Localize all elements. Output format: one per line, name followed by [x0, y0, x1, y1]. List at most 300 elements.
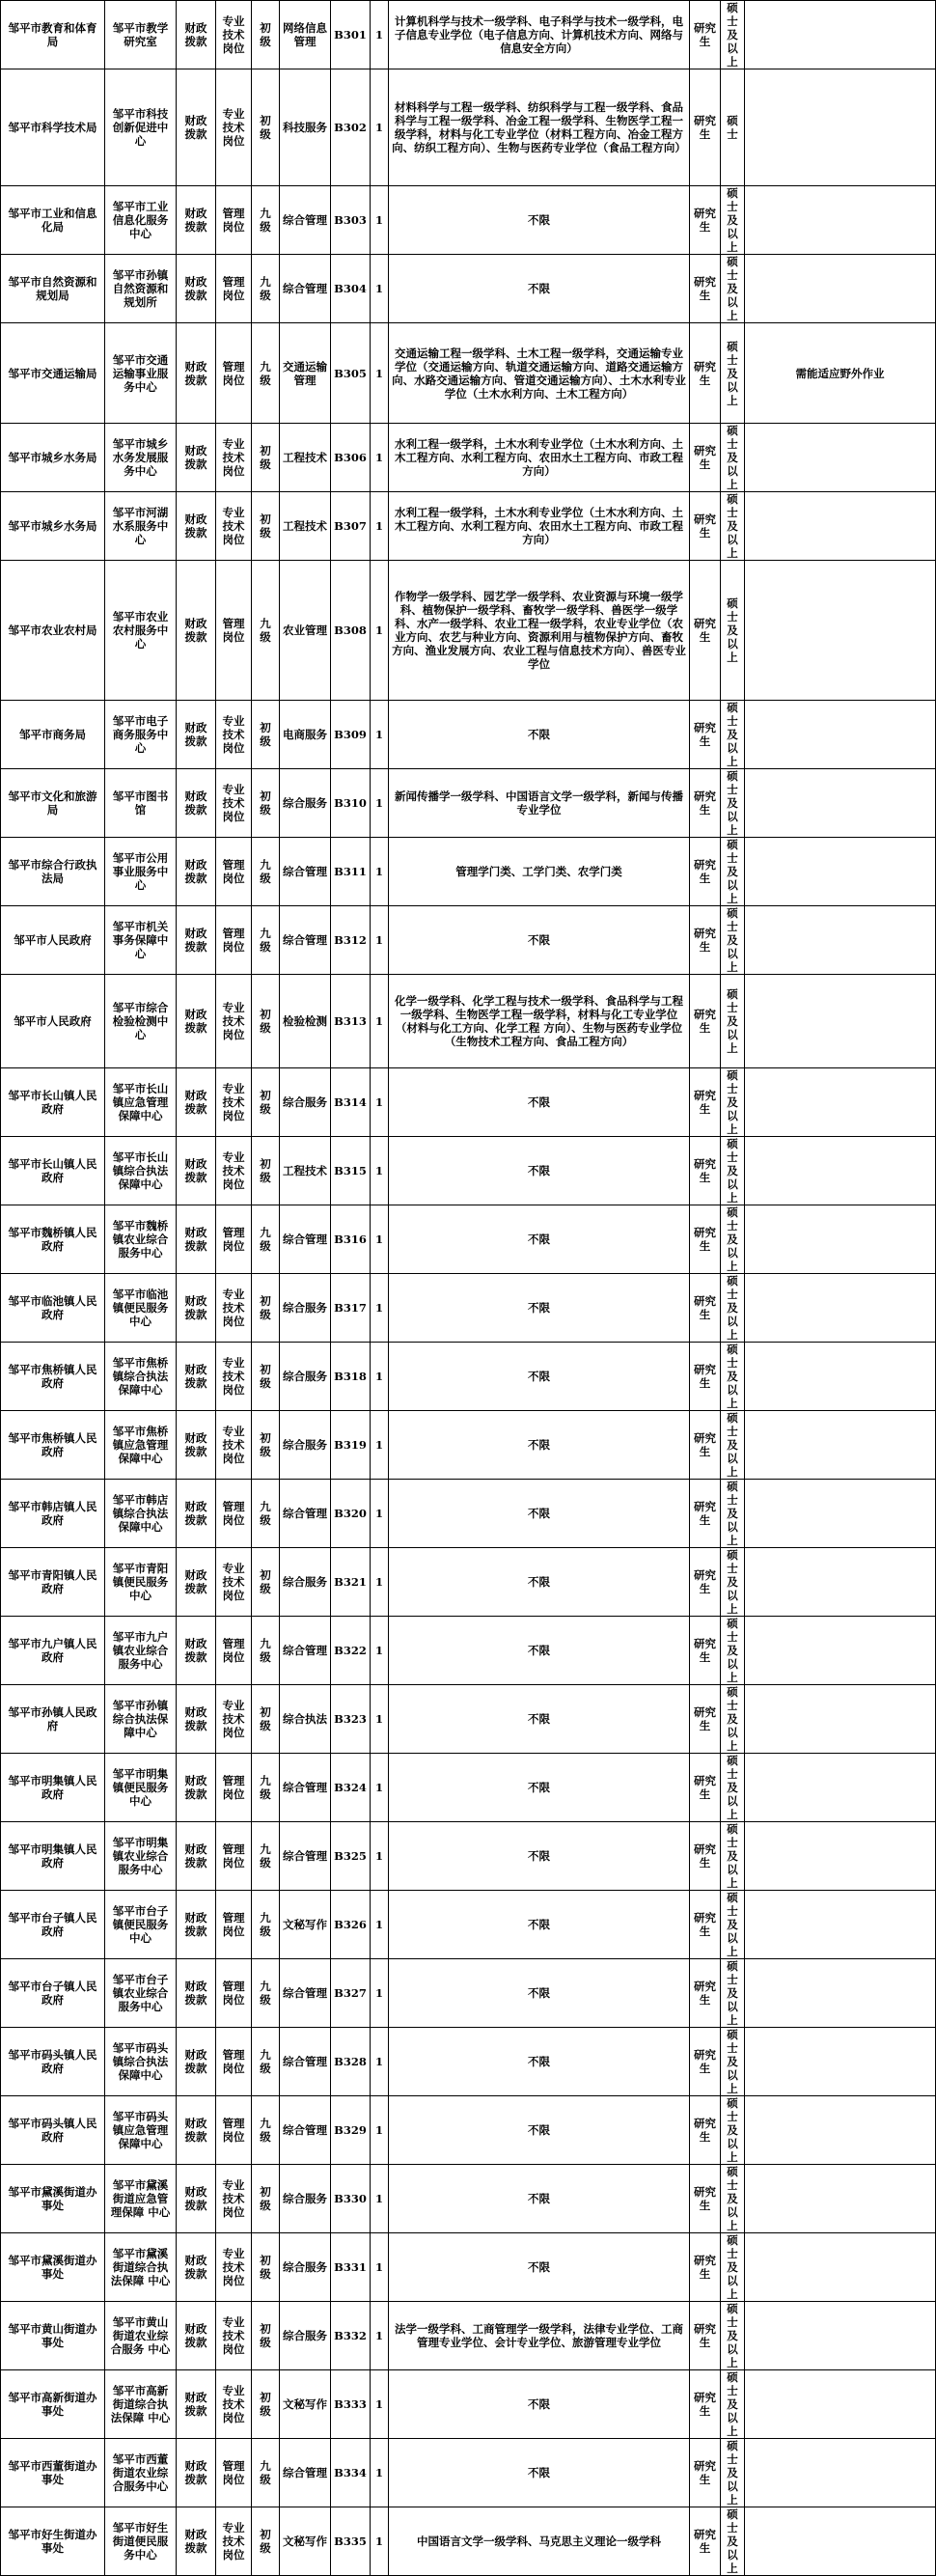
note-cell: [745, 838, 936, 906]
education-cell: 研究生: [690, 2370, 721, 2439]
funding-cell: 财政拨款: [177, 2165, 216, 2233]
post-name-cell: 综合服务: [280, 2165, 331, 2233]
post-code-cell: B324: [331, 1754, 371, 1822]
major-cell: 不限: [389, 2233, 690, 2302]
major-cell: 不限: [389, 906, 690, 975]
major-cell: 交通运输工程一级学科、土木工程一级学科，交通运输专业学位（交通运输方向、轨道交通运输方向、道路交通运输方向、水路交通运输方向、管道交通运输方向）、土木水利专业学位（土木水利方向、土木工程方向）: [389, 323, 690, 424]
major-cell: 不限: [389, 1617, 690, 1685]
headcount-cell: 1: [371, 1068, 389, 1137]
education-cell: 研究生: [690, 1754, 721, 1822]
education-cell: 研究生: [690, 906, 721, 975]
note-cell: [745, 1068, 936, 1137]
dept-cell: 邹平市台子镇人民政府: [1, 1891, 105, 1959]
degree-cell: 硕士及以上: [721, 1205, 745, 1274]
degree-cell: 硕士及以上: [721, 1548, 745, 1617]
note-cell: [745, 1822, 936, 1891]
major-cell: 不限: [389, 701, 690, 769]
table-row: [1, 1, 936, 69]
major-cell: 化学一级学科、化学工程与技术一级学科、食品科学与工程一级学科、生物医学工程一级学科，材料与化工专业学位（材料与化工方向、化学工程 方向）、生物与医药专业学位（生物技术工程方向、食品工程方向）: [389, 975, 690, 1068]
dept-cell: 邹平市焦桥镇人民政府: [1, 1411, 105, 1480]
major-cell: 不限: [389, 1411, 690, 1480]
education-cell: 研究生: [690, 424, 721, 492]
funding-cell: 财政拨款: [177, 1959, 216, 2028]
post-name-cell: 综合服务: [280, 2233, 331, 2302]
education-cell: 研究生: [690, 1343, 721, 1411]
note-cell: [745, 906, 936, 975]
major-cell: 不限: [389, 2165, 690, 2233]
table-row: [1, 2233, 936, 2302]
post-type-cell: 管理岗位: [216, 1754, 252, 1822]
post-type-cell: 专业技术岗位: [216, 1411, 252, 1480]
headcount-cell: 1: [371, 1891, 389, 1959]
education-cell: 研究生: [690, 1, 721, 69]
unit-cell: 邹平市工业信息化服务中心: [105, 186, 177, 255]
note-cell: [745, 1617, 936, 1685]
level-cell: 初级: [252, 769, 280, 838]
post-name-cell: 综合管理: [280, 1205, 331, 1274]
dept-cell: 邹平市青阳镇人民政府: [1, 1548, 105, 1617]
dept-cell: 邹平市商务局: [1, 701, 105, 769]
post-type-cell: 专业技术岗位: [216, 701, 252, 769]
level-cell: 九级: [252, 906, 280, 975]
unit-cell: 邹平市明集镇便民服务中心: [105, 1754, 177, 1822]
post-name-cell: 网络信息管理: [280, 1, 331, 69]
degree-cell: 硕士及以上: [721, 2165, 745, 2233]
level-cell: 初级: [252, 1411, 280, 1480]
degree-cell: 硕士及以上: [721, 701, 745, 769]
post-name-cell: 综合管理: [280, 2028, 331, 2096]
level-cell: 九级: [252, 561, 280, 701]
post-name-cell: 工程技术: [280, 1137, 331, 1205]
education-cell: 研究生: [690, 561, 721, 701]
degree-cell: 硕士及以上: [721, 1137, 745, 1205]
unit-cell: 邹平市黛溪街道应急管理保障 中心: [105, 2165, 177, 2233]
post-code-cell: B318: [331, 1343, 371, 1411]
table-row: [1, 2165, 936, 2233]
unit-cell: 邹平市码头镇综合执法保障中心: [105, 2028, 177, 2096]
note-cell: [745, 975, 936, 1068]
funding-cell: 财政拨款: [177, 1137, 216, 1205]
headcount-cell: 1: [371, 2165, 389, 2233]
funding-cell: 财政拨款: [177, 1068, 216, 1137]
unit-cell: 邹平市台子镇农业综合服务中心: [105, 1959, 177, 2028]
unit-cell: 邹平市公用事业服务中心: [105, 838, 177, 906]
headcount-cell: 1: [371, 701, 389, 769]
funding-cell: 财政拨款: [177, 701, 216, 769]
table-row: [1, 255, 936, 323]
post-name-cell: 综合管理: [280, 906, 331, 975]
post-name-cell: 交通运输管理: [280, 323, 331, 424]
dept-cell: 邹平市自然资源和规划局: [1, 255, 105, 323]
post-code-cell: B327: [331, 1959, 371, 2028]
headcount-cell: 1: [371, 1959, 389, 2028]
headcount-cell: 1: [371, 2507, 389, 2576]
dept-cell: 邹平市明集镇人民政府: [1, 1822, 105, 1891]
headcount-cell: 1: [371, 424, 389, 492]
level-cell: 九级: [252, 2096, 280, 2165]
note-cell: [745, 2370, 936, 2439]
note-cell: [745, 769, 936, 838]
funding-cell: 财政拨款: [177, 2507, 216, 2576]
degree-cell: 硕士及以上: [721, 1411, 745, 1480]
degree-cell: 硕士及以上: [721, 1959, 745, 2028]
dept-cell: 邹平市明集镇人民政府: [1, 1754, 105, 1822]
funding-cell: 财政拨款: [177, 2028, 216, 2096]
note-cell: [745, 1891, 936, 1959]
funding-cell: 财政拨款: [177, 561, 216, 701]
headcount-cell: 1: [371, 1685, 389, 1754]
note-cell: [745, 424, 936, 492]
funding-cell: 财政拨款: [177, 1274, 216, 1343]
note-cell: [745, 1, 936, 69]
headcount-cell: 1: [371, 186, 389, 255]
note-cell: 需能适应野外作业: [745, 323, 936, 424]
unit-cell: 邹平市临池镇便民服务中心: [105, 1274, 177, 1343]
funding-cell: 财政拨款: [177, 769, 216, 838]
post-code-cell: B314: [331, 1068, 371, 1137]
note-cell: [745, 255, 936, 323]
post-name-cell: 文秘写作: [280, 1891, 331, 1959]
table-row: [1, 1685, 936, 1754]
headcount-cell: 1: [371, 1343, 389, 1411]
note-cell: [745, 2439, 936, 2507]
post-type-cell: 专业技术岗位: [216, 975, 252, 1068]
degree-cell: 硕士及以上: [721, 1754, 745, 1822]
post-type-cell: 管理岗位: [216, 1205, 252, 1274]
post-type-cell: 专业技术岗位: [216, 1137, 252, 1205]
education-cell: 研究生: [690, 1274, 721, 1343]
education-cell: 研究生: [690, 838, 721, 906]
dept-cell: 邹平市码头镇人民政府: [1, 2096, 105, 2165]
post-code-cell: B303: [331, 186, 371, 255]
funding-cell: 财政拨款: [177, 2439, 216, 2507]
funding-cell: 财政拨款: [177, 1411, 216, 1480]
note-cell: [745, 1411, 936, 1480]
post-code-cell: B315: [331, 1137, 371, 1205]
education-cell: 研究生: [690, 186, 721, 255]
degree-cell: 硕士及以上: [721, 561, 745, 701]
major-cell: 材料科学与工程一级学科、纺织科学与工程一级学科、食品科学与工程一级学科、冶金工程一级学科、生物医学工程一级学科，材料与化工专业学位（材料工程方向、冶金工程方向、纺织工程方向）、生物与医药专业学位（食品工程方向）: [389, 69, 690, 186]
unit-cell: 邹平市码头镇应急管理保障中心: [105, 2096, 177, 2165]
post-type-cell: 专业技术岗位: [216, 769, 252, 838]
level-cell: 初级: [252, 1137, 280, 1205]
education-cell: 研究生: [690, 975, 721, 1068]
post-code-cell: B332: [331, 2302, 371, 2370]
major-cell: 不限: [389, 1274, 690, 1343]
table-row: [1, 561, 936, 701]
table-row: [1, 1068, 936, 1137]
education-cell: 研究生: [690, 1205, 721, 1274]
dept-cell: 邹平市临池镇人民政府: [1, 1274, 105, 1343]
unit-cell: 邹平市黄山街道农业综合服务 中心: [105, 2302, 177, 2370]
unit-cell: 邹平市长山镇应急管理保障中心: [105, 1068, 177, 1137]
funding-cell: 财政拨款: [177, 255, 216, 323]
unit-cell: 邹平市电子商务服务中心: [105, 701, 177, 769]
dept-cell: 邹平市交通运输局: [1, 323, 105, 424]
dept-cell: 邹平市教育和体育局: [1, 1, 105, 69]
unit-cell: 邹平市青阳镇便民服务中心: [105, 1548, 177, 1617]
funding-cell: 财政拨款: [177, 838, 216, 906]
post-name-cell: 综合管理: [280, 186, 331, 255]
funding-cell: 财政拨款: [177, 2370, 216, 2439]
post-code-cell: B326: [331, 1891, 371, 1959]
note-cell: [745, 492, 936, 561]
table-row: [1, 2302, 936, 2370]
post-type-cell: 专业技术岗位: [216, 2302, 252, 2370]
post-code-cell: B331: [331, 2233, 371, 2302]
level-cell: 九级: [252, 1959, 280, 2028]
headcount-cell: 1: [371, 1137, 389, 1205]
degree-cell: 硕士及以上: [721, 2370, 745, 2439]
education-cell: 研究生: [690, 769, 721, 838]
headcount-cell: 1: [371, 1274, 389, 1343]
level-cell: 九级: [252, 255, 280, 323]
post-name-cell: 农业管理: [280, 561, 331, 701]
unit-cell: 邹平市九户镇农业综合服务中心: [105, 1617, 177, 1685]
major-cell: 不限: [389, 1822, 690, 1891]
dept-cell: 邹平市长山镇人民政府: [1, 1068, 105, 1137]
post-code-cell: B311: [331, 838, 371, 906]
major-cell: 水利工程一级学科，土木水利专业学位（土木水利方向、土木工程方向、水利工程方向、农田水土工程方向、市政工程方向）: [389, 424, 690, 492]
note-cell: [745, 1959, 936, 2028]
dept-cell: 邹平市黄山街道办事处: [1, 2302, 105, 2370]
funding-cell: 财政拨款: [177, 1548, 216, 1617]
education-cell: 研究生: [690, 1685, 721, 1754]
education-cell: 研究生: [690, 2439, 721, 2507]
table-row: [1, 1822, 936, 1891]
unit-cell: 邹平市长山镇综合执法保障中心: [105, 1137, 177, 1205]
unit-cell: 邹平市城乡水务发展服务中心: [105, 424, 177, 492]
degree-cell: 硕士及以上: [721, 2028, 745, 2096]
post-name-cell: 综合服务: [280, 1068, 331, 1137]
major-cell: 不限: [389, 1068, 690, 1137]
major-cell: 不限: [389, 1480, 690, 1548]
degree-cell: 硕士及以上: [721, 2439, 745, 2507]
degree-cell: 硕士及以上: [721, 769, 745, 838]
headcount-cell: 1: [371, 2439, 389, 2507]
degree-cell: 硕士: [721, 69, 745, 186]
table-row: [1, 1480, 936, 1548]
education-cell: 研究生: [690, 1822, 721, 1891]
headcount-cell: 1: [371, 1205, 389, 1274]
major-cell: 不限: [389, 255, 690, 323]
degree-cell: 硕士及以上: [721, 323, 745, 424]
degree-cell: 硕士及以上: [721, 1343, 745, 1411]
level-cell: 九级: [252, 186, 280, 255]
major-cell: 不限: [389, 2028, 690, 2096]
post-type-cell: 专业技术岗位: [216, 492, 252, 561]
dept-cell: 邹平市综合行政执法局: [1, 838, 105, 906]
dept-cell: 邹平市码头镇人民政府: [1, 2028, 105, 2096]
education-cell: 研究生: [690, 701, 721, 769]
post-code-cell: B329: [331, 2096, 371, 2165]
headcount-cell: 1: [371, 2028, 389, 2096]
education-cell: 研究生: [690, 2507, 721, 2576]
post-type-cell: 管理岗位: [216, 2028, 252, 2096]
post-code-cell: B307: [331, 492, 371, 561]
note-cell: [745, 1343, 936, 1411]
post-code-cell: B325: [331, 1822, 371, 1891]
post-name-cell: 综合管理: [280, 1822, 331, 1891]
funding-cell: 财政拨款: [177, 1, 216, 69]
table-row: [1, 1274, 936, 1343]
post-name-cell: 综合管理: [280, 255, 331, 323]
dept-cell: 邹平市人民政府: [1, 975, 105, 1068]
post-name-cell: 文秘写作: [280, 2507, 331, 2576]
post-code-cell: B333: [331, 2370, 371, 2439]
degree-cell: 硕士及以上: [721, 2233, 745, 2302]
post-code-cell: B322: [331, 1617, 371, 1685]
funding-cell: 财政拨款: [177, 69, 216, 186]
post-code-cell: B317: [331, 1274, 371, 1343]
level-cell: 初级: [252, 1274, 280, 1343]
level-cell: 初级: [252, 1068, 280, 1137]
table-row: [1, 186, 936, 255]
level-cell: 初级: [252, 424, 280, 492]
major-cell: 不限: [389, 1891, 690, 1959]
dept-cell: 邹平市城乡水务局: [1, 424, 105, 492]
education-cell: 研究生: [690, 1617, 721, 1685]
headcount-cell: 1: [371, 1, 389, 69]
post-type-cell: 专业技术岗位: [216, 69, 252, 186]
headcount-cell: 1: [371, 769, 389, 838]
degree-cell: 硕士及以上: [721, 1480, 745, 1548]
note-cell: [745, 1685, 936, 1754]
post-type-cell: 管理岗位: [216, 906, 252, 975]
post-code-cell: B309: [331, 701, 371, 769]
post-type-cell: 专业技术岗位: [216, 2233, 252, 2302]
education-cell: 研究生: [690, 1959, 721, 2028]
post-type-cell: 专业技术岗位: [216, 2507, 252, 2576]
unit-cell: 邹平市河湖水系服务中心: [105, 492, 177, 561]
degree-cell: 硕士及以上: [721, 1685, 745, 1754]
table-row: [1, 1137, 936, 1205]
post-type-cell: 管理岗位: [216, 2439, 252, 2507]
post-code-cell: B335: [331, 2507, 371, 2576]
post-type-cell: 专业技术岗位: [216, 1, 252, 69]
major-cell: 不限: [389, 1205, 690, 1274]
note-cell: [745, 1137, 936, 1205]
post-code-cell: B304: [331, 255, 371, 323]
headcount-cell: 1: [371, 1480, 389, 1548]
unit-cell: 邹平市综合检验检测中心: [105, 975, 177, 1068]
post-type-cell: 管理岗位: [216, 838, 252, 906]
post-name-cell: 科技服务: [280, 69, 331, 186]
level-cell: 九级: [252, 2028, 280, 2096]
table-row: [1, 323, 936, 424]
degree-cell: 硕士及以上: [721, 2096, 745, 2165]
dept-cell: 邹平市好生街道办事处: [1, 2507, 105, 2576]
post-name-cell: 检验检测: [280, 975, 331, 1068]
unit-cell: 邹平市机关事务保障中心: [105, 906, 177, 975]
funding-cell: 财政拨款: [177, 2302, 216, 2370]
note-cell: [745, 1480, 936, 1548]
dept-cell: 邹平市九户镇人民政府: [1, 1617, 105, 1685]
level-cell: 初级: [252, 975, 280, 1068]
funding-cell: 财政拨款: [177, 323, 216, 424]
degree-cell: 硕士及以上: [721, 838, 745, 906]
post-type-cell: 管理岗位: [216, 1891, 252, 1959]
post-type-cell: 管理岗位: [216, 2096, 252, 2165]
unit-cell: 邹平市好生街道便民服务中心: [105, 2507, 177, 2576]
major-cell: 不限: [389, 1754, 690, 1822]
table-body: [1, 1, 936, 2576]
degree-cell: 硕士及以上: [721, 1274, 745, 1343]
unit-cell: 邹平市孙镇综合执法保障中心: [105, 1685, 177, 1754]
note-cell: [745, 1205, 936, 1274]
unit-cell: 邹平市高新街道综合执法保障 中心: [105, 2370, 177, 2439]
major-cell: 不限: [389, 2370, 690, 2439]
headcount-cell: 1: [371, 838, 389, 906]
note-cell: [745, 1274, 936, 1343]
funding-cell: 财政拨款: [177, 424, 216, 492]
post-type-cell: 专业技术岗位: [216, 1685, 252, 1754]
post-type-cell: 专业技术岗位: [216, 2165, 252, 2233]
education-cell: 研究生: [690, 2302, 721, 2370]
table-row: [1, 1548, 936, 1617]
funding-cell: 财政拨款: [177, 975, 216, 1068]
level-cell: 九级: [252, 1205, 280, 1274]
table-row: [1, 2096, 936, 2165]
funding-cell: 财政拨款: [177, 1205, 216, 1274]
level-cell: 初级: [252, 69, 280, 186]
major-cell: 管理学门类、工学门类、农学门类: [389, 838, 690, 906]
table-row: [1, 2439, 936, 2507]
post-name-cell: 综合服务: [280, 2302, 331, 2370]
major-cell: 作物学一级学科、园艺学一级学科、农业资源与环境一级学科、植物保护一级学科、畜牧学一级学科、兽医学一级学科、水产一级学科、农业工程一级学科，农业专业学位（农业方向、农艺与种业方向、资源利用与植物保护方向、畜牧方向、渔业发展方向、农业工程与信息技术方向）、兽医专业学位: [389, 561, 690, 701]
dept-cell: 邹平市文化和旅游局: [1, 769, 105, 838]
note-cell: [745, 701, 936, 769]
post-code-cell: B302: [331, 69, 371, 186]
education-cell: 研究生: [690, 1137, 721, 1205]
unit-cell: 邹平市交通运输事业服务中心: [105, 323, 177, 424]
dept-cell: 邹平市科学技术局: [1, 69, 105, 186]
level-cell: 九级: [252, 1822, 280, 1891]
post-code-cell: B319: [331, 1411, 371, 1480]
table-row: [1, 701, 936, 769]
education-cell: 研究生: [690, 255, 721, 323]
major-cell: 不限: [389, 1959, 690, 2028]
post-type-cell: 专业技术岗位: [216, 1343, 252, 1411]
level-cell: 初级: [252, 701, 280, 769]
dept-cell: 邹平市焦桥镇人民政府: [1, 1343, 105, 1411]
post-name-cell: 综合服务: [280, 1548, 331, 1617]
headcount-cell: 1: [371, 2233, 389, 2302]
note-cell: [745, 2302, 936, 2370]
funding-cell: 财政拨款: [177, 1685, 216, 1754]
post-name-cell: 工程技术: [280, 492, 331, 561]
major-cell: 计算机科学与技术一级学科、电子科学与技术一级学科，电子信息专业学位（电子信息方向、计算机技术方向、网络与信息安全方向）: [389, 1, 690, 69]
post-type-cell: 专业技术岗位: [216, 1548, 252, 1617]
level-cell: 九级: [252, 1480, 280, 1548]
level-cell: 九级: [252, 2439, 280, 2507]
level-cell: 初级: [252, 2302, 280, 2370]
post-type-cell: 管理岗位: [216, 1480, 252, 1548]
post-code-cell: B323: [331, 1685, 371, 1754]
post-type-cell: 管理岗位: [216, 1959, 252, 2028]
dept-cell: 邹平市黛溪街道办事处: [1, 2165, 105, 2233]
dept-cell: 邹平市人民政府: [1, 906, 105, 975]
degree-cell: 硕士及以上: [721, 1, 745, 69]
education-cell: 研究生: [690, 1068, 721, 1137]
post-name-cell: 电商服务: [280, 701, 331, 769]
table-row: [1, 906, 936, 975]
post-name-cell: 综合管理: [280, 1754, 331, 1822]
unit-cell: 邹平市西董街道农业综合服务中心: [105, 2439, 177, 2507]
dept-cell: 邹平市城乡水务局: [1, 492, 105, 561]
level-cell: 九级: [252, 1891, 280, 1959]
table-row: [1, 2507, 936, 2576]
